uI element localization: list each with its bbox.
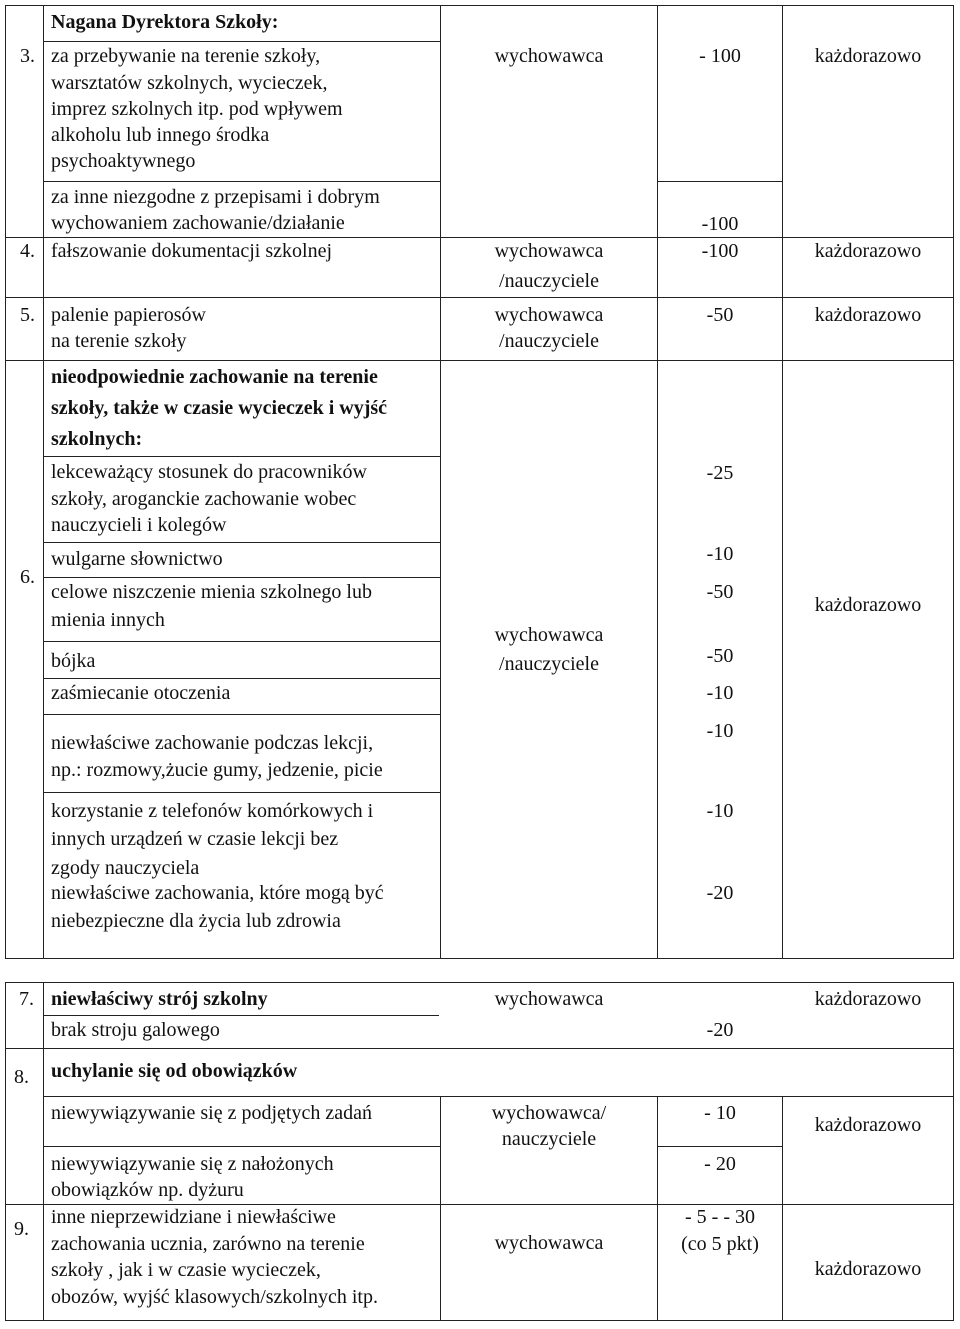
row-divider	[43, 456, 441, 457]
offense-text: niewłaściwe zachowanie podczas lekcji,	[51, 732, 374, 754]
row-divider	[43, 792, 441, 793]
offense-text: brak stroju galowego	[51, 1019, 220, 1041]
points-value: -10	[706, 800, 734, 822]
responsible-person: wychowawca	[494, 988, 604, 1010]
responsible-person: /nauczyciele	[499, 653, 599, 675]
row-number: 4.	[20, 240, 35, 262]
offense-text: niewywiązywanie się z nałożonych	[51, 1153, 334, 1175]
row-heading: uchylanie się od obowiązków	[51, 1060, 298, 1082]
frequency: każdorazowo	[814, 304, 922, 326]
row-divider	[5, 1048, 954, 1049]
points-value: -25	[706, 462, 734, 484]
row-divider	[43, 1146, 441, 1147]
frequency: każdorazowo	[814, 1114, 922, 1136]
row-number: 3.	[20, 45, 35, 67]
row-divider	[43, 641, 441, 642]
points-value: -50	[706, 581, 734, 603]
responsible-person: wychowawca/	[491, 1102, 607, 1124]
row-heading: niewłaściwy strój szkolny	[51, 988, 268, 1010]
row-divider	[43, 181, 441, 182]
offense-text: wulgarne słownictwo	[51, 548, 223, 570]
row-divider	[43, 714, 441, 715]
offense-text: alkoholu lub innego środka	[51, 124, 270, 146]
offense-text: inne nieprzewidziane i niewłaściwe	[51, 1206, 336, 1228]
row-divider	[657, 1146, 783, 1147]
row-divider	[657, 181, 783, 182]
frequency: każdorazowo	[814, 594, 922, 616]
row-divider	[43, 577, 441, 578]
offense-text: mienia innych	[51, 609, 165, 631]
responsible-person: wychowawca	[494, 1232, 604, 1254]
responsible-person: nauczyciele	[501, 1128, 597, 1150]
table-border-left	[5, 982, 6, 1320]
row-number: 7.	[19, 988, 34, 1010]
offense-text: celowe niszczenie mienia szkolnego lub	[51, 581, 372, 603]
row-divider	[43, 1096, 954, 1097]
row-divider	[43, 542, 441, 543]
points-value: -20	[706, 882, 734, 904]
points-value: -20	[706, 1019, 734, 1041]
offense-text: warsztatów szkolnych, wycieczek,	[51, 72, 328, 94]
row-heading: szkolnych:	[51, 428, 143, 450]
offense-text: niewywiązywanie się z podjętych zadań	[51, 1102, 372, 1124]
row-number: 6.	[20, 566, 35, 588]
row-number: 9.	[14, 1218, 29, 1240]
points-value: -100	[701, 240, 739, 262]
table-border-right	[953, 982, 954, 1320]
offense-text: lekceważący stosunek do pracowników	[51, 461, 367, 483]
column-divider	[782, 5, 783, 958]
responsible-person: /nauczyciele	[499, 270, 599, 292]
offense-text: psychoaktywnego	[51, 150, 196, 172]
points-value: -10	[706, 543, 734, 565]
row-divider	[43, 1015, 439, 1016]
responsible-person: wychowawca	[494, 624, 604, 646]
offense-text: nauczycieli i kolegów	[51, 514, 227, 536]
points-value: -10	[706, 720, 734, 742]
points-value: -50	[706, 304, 734, 326]
column-divider	[440, 5, 441, 958]
offense-text: fałszowanie dokumentacji szkolnej	[51, 240, 333, 262]
offense-text: bójka	[51, 650, 96, 672]
offense-text: niebezpieczne dla życia lub zdrowia	[51, 910, 341, 932]
offense-text: niewłaściwe zachowania, które mogą być	[51, 882, 384, 904]
table-border-bottom	[5, 958, 954, 959]
row-divider	[43, 41, 441, 42]
responsible-person: wychowawca	[494, 240, 604, 262]
offense-text: wychowaniem zachowanie/działanie	[51, 212, 345, 234]
frequency: każdorazowo	[814, 240, 922, 262]
table-border-bottom	[5, 1320, 954, 1321]
responsible-person: wychowawca	[494, 45, 604, 67]
offense-text: na terenie szkoły	[51, 330, 187, 352]
offense-text: zachowania ucznia, zarówno na terenie	[51, 1233, 365, 1255]
offense-text: za przebywanie na terenie szkoły,	[51, 45, 321, 67]
table-border-left	[5, 5, 6, 958]
offense-text: szkoły , jak i w czasie wycieczek,	[51, 1259, 321, 1281]
offense-text: za inne niezgodne z przepisami i dobrym	[51, 186, 380, 208]
offense-text: obowiązków np. dyżuru	[51, 1179, 244, 1201]
row-divider	[43, 678, 441, 679]
offense-text: innych urządzeń w czasie lekcji bez	[51, 828, 339, 850]
offense-text: korzystanie z telefonów komórkowych i	[51, 800, 374, 822]
row-divider	[5, 360, 954, 361]
frequency: każdorazowo	[814, 988, 922, 1010]
points-value: (co 5 pkt)	[681, 1233, 759, 1255]
frequency: każdorazowo	[814, 45, 922, 67]
points-value: - 20	[704, 1153, 736, 1175]
responsible-person: wychowawca	[494, 304, 604, 326]
points-value: -100	[701, 213, 739, 235]
points-value: - 10	[704, 1102, 736, 1124]
row-divider	[5, 297, 954, 298]
points-value: -50	[706, 645, 734, 667]
points-value: - 100	[699, 45, 741, 67]
column-divider	[43, 5, 44, 958]
offense-text: np.: rozmowy,żucie gumy, jedzenie, picie	[51, 759, 383, 781]
offense-text: palenie papierosów	[51, 304, 206, 326]
responsible-person: /nauczyciele	[499, 330, 599, 352]
table-border-top	[5, 982, 954, 983]
row-heading: Nagana Dyrektora Szkoły:	[51, 11, 279, 33]
offense-text: zaśmiecanie otoczenia	[51, 682, 231, 704]
offense-text: imprez szkolnych itp. pod wpływem	[51, 98, 343, 120]
points-value: - 5 - - 30	[685, 1206, 755, 1228]
column-divider	[43, 982, 44, 1320]
offense-text: obozów, wyjść klasowych/szkolnych itp.	[51, 1286, 378, 1308]
frequency: każdorazowo	[814, 1258, 922, 1280]
offense-text: zgody nauczyciela	[51, 857, 200, 879]
offense-text: szkoły, aroganckie zachowanie wobec	[51, 488, 357, 510]
row-number: 5.	[20, 304, 35, 326]
points-value: -10	[706, 682, 734, 704]
row-number: 8.	[14, 1066, 29, 1088]
table-border-top	[5, 5, 954, 6]
row-heading: nieodpowiednie zachowanie na terenie	[51, 366, 378, 388]
table-border-right	[953, 5, 954, 958]
row-heading: szkoły, także w czasie wycieczek i wyjść	[51, 397, 388, 419]
